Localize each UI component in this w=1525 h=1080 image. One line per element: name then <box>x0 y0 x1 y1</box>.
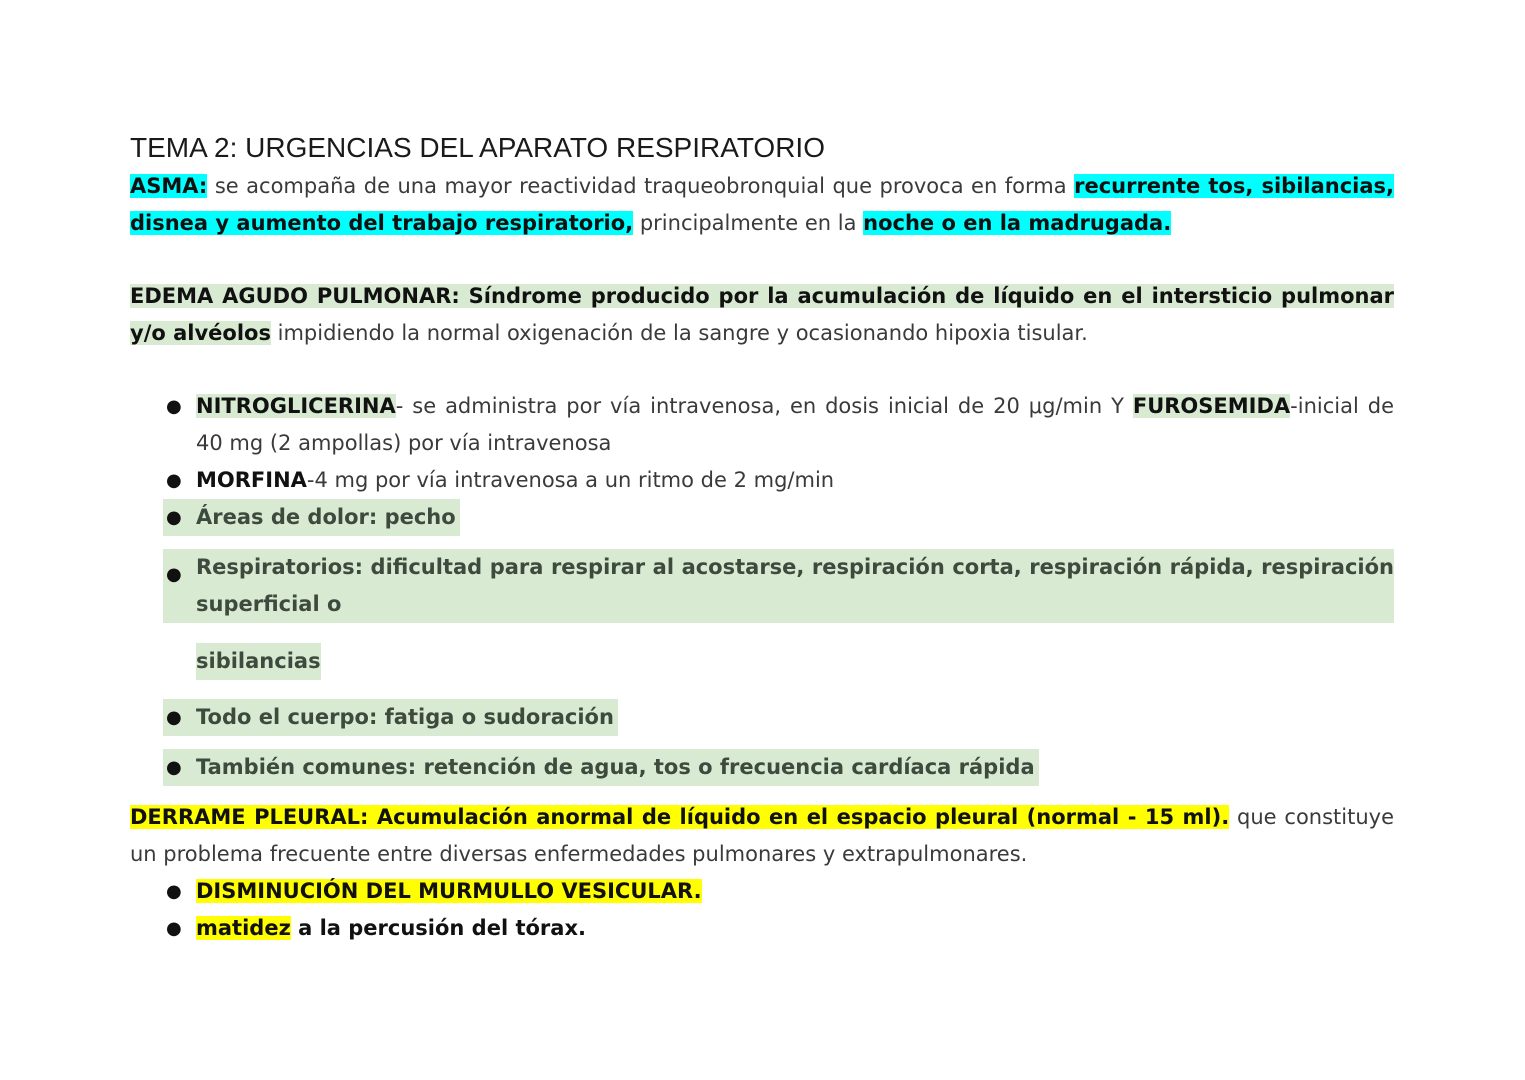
bullet-icon: ● <box>166 918 182 939</box>
page-title: TEMA 2: URGENCIAS DEL APARATO RESPIRATORIO <box>130 132 825 163</box>
asma-highlight-1: recurrente tos, sibilancias, disnea y aumento del trabajo respiratorio, <box>130 174 1395 235</box>
symptom-text: Áreas de dolor: pecho <box>196 505 456 529</box>
drug-name: NITROGLICERINA <box>196 394 396 418</box>
derrame-sign-rest: a la percusión del tórax. <box>290 916 586 940</box>
edema-treatment-list <box>130 388 1394 499</box>
bullet-icon: ● <box>166 470 182 491</box>
edema-paragraph <box>130 278 1394 352</box>
symptom-text: También comunes: retención de agua, tos o frecuencia cardíaca rápida <box>196 755 1035 779</box>
list-item <box>130 388 1394 462</box>
document-page <box>130 128 1394 947</box>
derrame-sign: DISMINUCIÓN DEL MURMULLO VESICULAR. <box>196 879 702 903</box>
asma-text-1: se acompaña de una mayor reactividad traqueobronquial que provoca en forma <box>207 174 1075 198</box>
edema-heading: EDEMA AGUDO PULMONAR: Síndrome producido por la acumulación de líquido en el intersticio pulmonar y/o alvéolos <box>130 284 1394 345</box>
list-item <box>163 549 1394 686</box>
derrame-sign: matidez <box>196 916 291 940</box>
drug-text: -inicial de 40 mg (2 ampollas) por vía intravenosa <box>196 394 1394 455</box>
bullet-icon: ● <box>166 507 182 528</box>
bullet-icon: ● <box>166 757 182 778</box>
derrame-heading: DERRAME PLEURAL: Acumulación anormal de líquido en el espacio pleural (normal - 15 ml). <box>130 805 1230 829</box>
list-item <box>130 873 1394 910</box>
drug-text: - se administra por vía intravenosa, en dosis inicial de 20 μg/min Y <box>395 394 1133 418</box>
drug-text: -4 mg por vía intravenosa a un ritmo de 2 mg/min <box>306 468 835 492</box>
list-item <box>130 910 1394 947</box>
drug-name: FUROSEMIDA <box>1132 394 1291 418</box>
bullet-icon: ● <box>166 564 182 585</box>
symptom-text: Todo el cuerpo: fatiga o sudoración <box>196 705 614 729</box>
bullet-icon: ● <box>166 881 182 902</box>
drug-name: MORFINA <box>196 468 307 492</box>
edema-symptom-list <box>130 499 1394 799</box>
derrame-list <box>130 873 1394 947</box>
list-item <box>163 749 1039 786</box>
list-item <box>163 699 618 736</box>
spacer <box>130 352 1394 388</box>
bullet-icon: ● <box>166 707 182 728</box>
symptom-text: Respiratorios: dificultad para respirar al acostarse, respiración corta, respiración rápida, respiración superficial o <box>196 555 1394 616</box>
list-item <box>130 462 1394 499</box>
bullet-icon: ● <box>166 396 182 417</box>
spacer <box>130 242 1394 278</box>
asma-highlight-2: noche o en la madrugada. <box>863 211 1172 235</box>
edema-text: impidiendo la normal oxigenación de la sangre y ocasionando hipoxia tisular. <box>270 321 1088 345</box>
asma-label: ASMA: <box>130 174 208 198</box>
list-item <box>163 499 460 536</box>
derrame-text: que constituye un problema frecuente entre diversas enfermedades pulmonares y extrapulmonares. <box>130 805 1395 866</box>
asma-paragraph <box>130 168 1394 242</box>
asma-text-2: principalmente en la <box>633 211 864 235</box>
symptom-text: sibilancias <box>196 643 321 680</box>
derrame-paragraph <box>130 799 1394 873</box>
